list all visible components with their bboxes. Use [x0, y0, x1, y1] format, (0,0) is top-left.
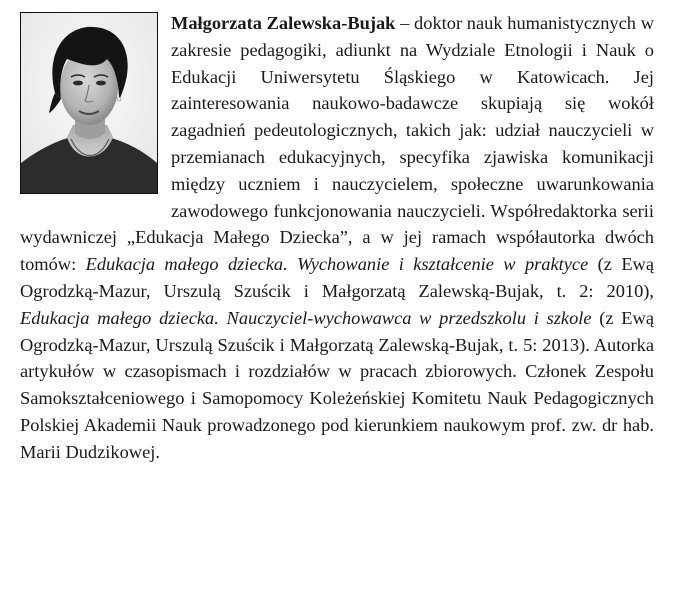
bio-text-part-1: – doktor nauk humanistycznych w zakresie pedagogiki, adiunkt na Wydziale Etnologii i Nauk o Edukacji Uniwersytetu Śląskiego w Katowicach. Jej zainteresowania naukowo-badawcze skupiają się wokół zagadnień pedeutologicznych, takich jak: udział nauczycieli w przemianach edukacyjnych, specyfika zjawiska komunikacji między uczniem i nauczycielem, społeczne uwarunkowania zawodowego funkcjonowania nauczycieli. Współredaktorka serii wydawniczej „Edukacja Małego Dziecka”, a w jej ramach współautorka dwóch tomów:: [20, 13, 654, 275]
author-portrait-photo: [20, 12, 158, 194]
portrait-image: [21, 13, 157, 193]
book-title-2: Edukacja małego dziecka. Nauczyciel-wychowawca w przedszkolu i szkole: [20, 307, 592, 328]
book-title-1: Edukacja małego dziecka. Wychowanie i kształcenie w praktyce: [85, 254, 589, 275]
author-name: Małgorzata Zalewska-Bujak: [171, 13, 396, 33]
author-bio-page: [20, 10, 654, 466]
bio-text-part-3: (z Ewą Ogrodzką-Mazur, Urszulą Szuścik i Małgorzatą Zalewską-Bujak, t. 5: 2013). Autorka artykułów w czasopismach i rozdziałów w pracach zbiorowych. Członek Zespołu Samokształceniowego i Samopomocy Koleżeńskiej Komitetu Nauk Pedagogicznych Polskiej Akademii Nauk prowadzonego pod kierunkiem naukowym prof. zw. dr hab. Marii Dudzikowej.: [20, 307, 654, 462]
bio-text-part-2: (z Ewą Ogrodzką-Mazur, Urszulą Szuścik i Małgorzatą Zalewską-Bujak, t. 2: 2010),: [20, 254, 654, 301]
